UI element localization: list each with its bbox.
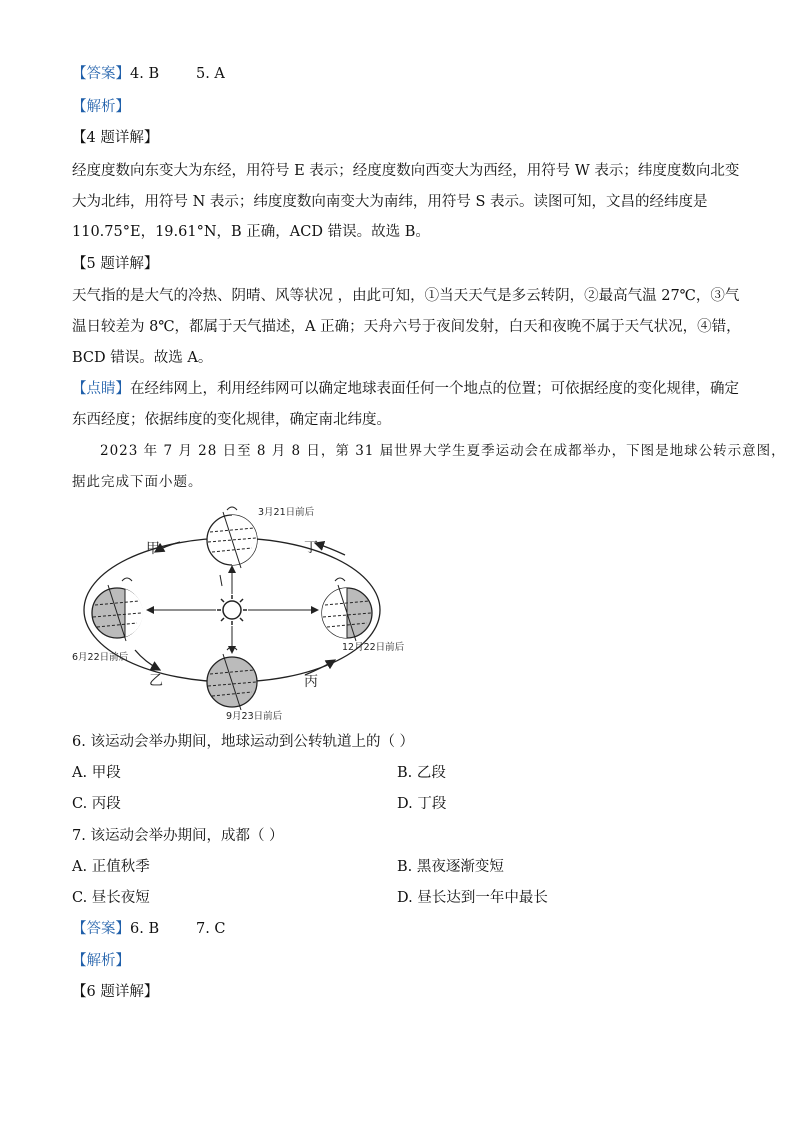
- label-dec: 12月22日前后: [342, 642, 405, 653]
- q7-option-c: C. 昼长夜短: [72, 890, 150, 906]
- answer-line-1: [72, 64, 225, 84]
- label-mar: 3月21日前后: [258, 507, 315, 518]
- earth-december: [322, 578, 372, 641]
- q7-option-d: D. 昼长达到一年中最长: [397, 890, 548, 906]
- answer-text: 6. B 7. C: [130, 921, 226, 937]
- answer-tag: 【答案】: [72, 66, 130, 82]
- earth-september: [207, 647, 257, 710]
- q4-heading: 【4 题详解】: [72, 130, 159, 146]
- label-sep: 9月23日前后: [226, 711, 283, 722]
- seg-jia: 甲: [146, 541, 160, 557]
- seg-ding: 丁: [304, 540, 318, 556]
- q5-body-line: 温日较差为 8℃，都属于天气描述，A 正确；天舟六号于夜间发射，白天和夜晚不属于天气状况，④错，: [72, 319, 741, 335]
- q6-option-c: C. 丙段: [72, 796, 121, 812]
- seg-bing: 丙: [304, 674, 318, 690]
- q7-option-b: B. 黑夜逐渐变短: [397, 859, 504, 875]
- q5-heading: 【5 题详解】: [72, 256, 159, 272]
- orbit-arrow: [135, 650, 160, 670]
- label-jun: 6月22日前后: [72, 652, 129, 663]
- seg-yi: 乙: [149, 673, 163, 689]
- tip-line-2: 东西经度；依据纬度的变化规律，确定南北纬度。: [72, 412, 391, 428]
- q6-stem: 6. 该运动会举办期间，地球运动到公转轨道上的（ ）: [72, 734, 415, 750]
- tip-tag: 【点睛】: [72, 381, 130, 397]
- q4-body-line: 经度度数向东变大为东经，用符号 E 表示；经度度数向西变大为西经，用符号 W 表示；纬度度数向北变: [72, 163, 740, 179]
- q6-option-a: A. 甲段: [72, 765, 121, 781]
- sun-icon: [217, 595, 247, 625]
- q6-option-b: B. 乙段: [397, 765, 446, 781]
- q7-stem: 7. 该运动会举办期间，成都（ ）: [72, 828, 284, 844]
- orbit-arrow: [315, 543, 345, 555]
- analysis-label: 【解析】: [72, 953, 130, 969]
- q4-body-line: 大为北纬，用符号 N 表示；纬度度数向南变大为南纬，用符号 S 表示。读图可知，文昌的经纬度是: [72, 194, 708, 210]
- q6-option-d: D. 丁段: [397, 796, 447, 812]
- intro-line: 2023 年 7 月 28 日至 8 月 8 日，第 31 届世界大学生夏季运动会在成都举办，下图是地球公转示意图，: [100, 443, 786, 459]
- answer-line-2: [72, 919, 226, 939]
- tip-line-1: [72, 379, 739, 399]
- q5-body-line: 天气指的是大气的冷热、阴晴、风等状况 ，由此可知，①当天天气是多云转阴，②最高气温 27℃，③气: [72, 288, 740, 304]
- answer-text: 4. B 5. A: [130, 66, 225, 82]
- answer-tag: 【答案】: [72, 921, 130, 937]
- earth-june: [92, 578, 143, 641]
- tip-text: 在经纬网上，利用经纬网可以确定地球表面任何一个地点的位置；可依据经度的变化规律，确定: [130, 381, 739, 397]
- q6-heading: 【6 题详解】: [72, 984, 159, 1000]
- q5-body-line: BCD 错误。故选 A。: [72, 350, 213, 366]
- intro-line: 据此完成下面小题。: [72, 474, 203, 490]
- q4-body-line: 110.75°E，19.61°N，B 正确，ACD 错误。故选 B。: [72, 224, 430, 240]
- earth-revolution-diagram: [60, 500, 420, 725]
- analysis-label: 【解析】: [72, 99, 130, 115]
- q7-option-a: A. 正值秋季: [72, 859, 150, 875]
